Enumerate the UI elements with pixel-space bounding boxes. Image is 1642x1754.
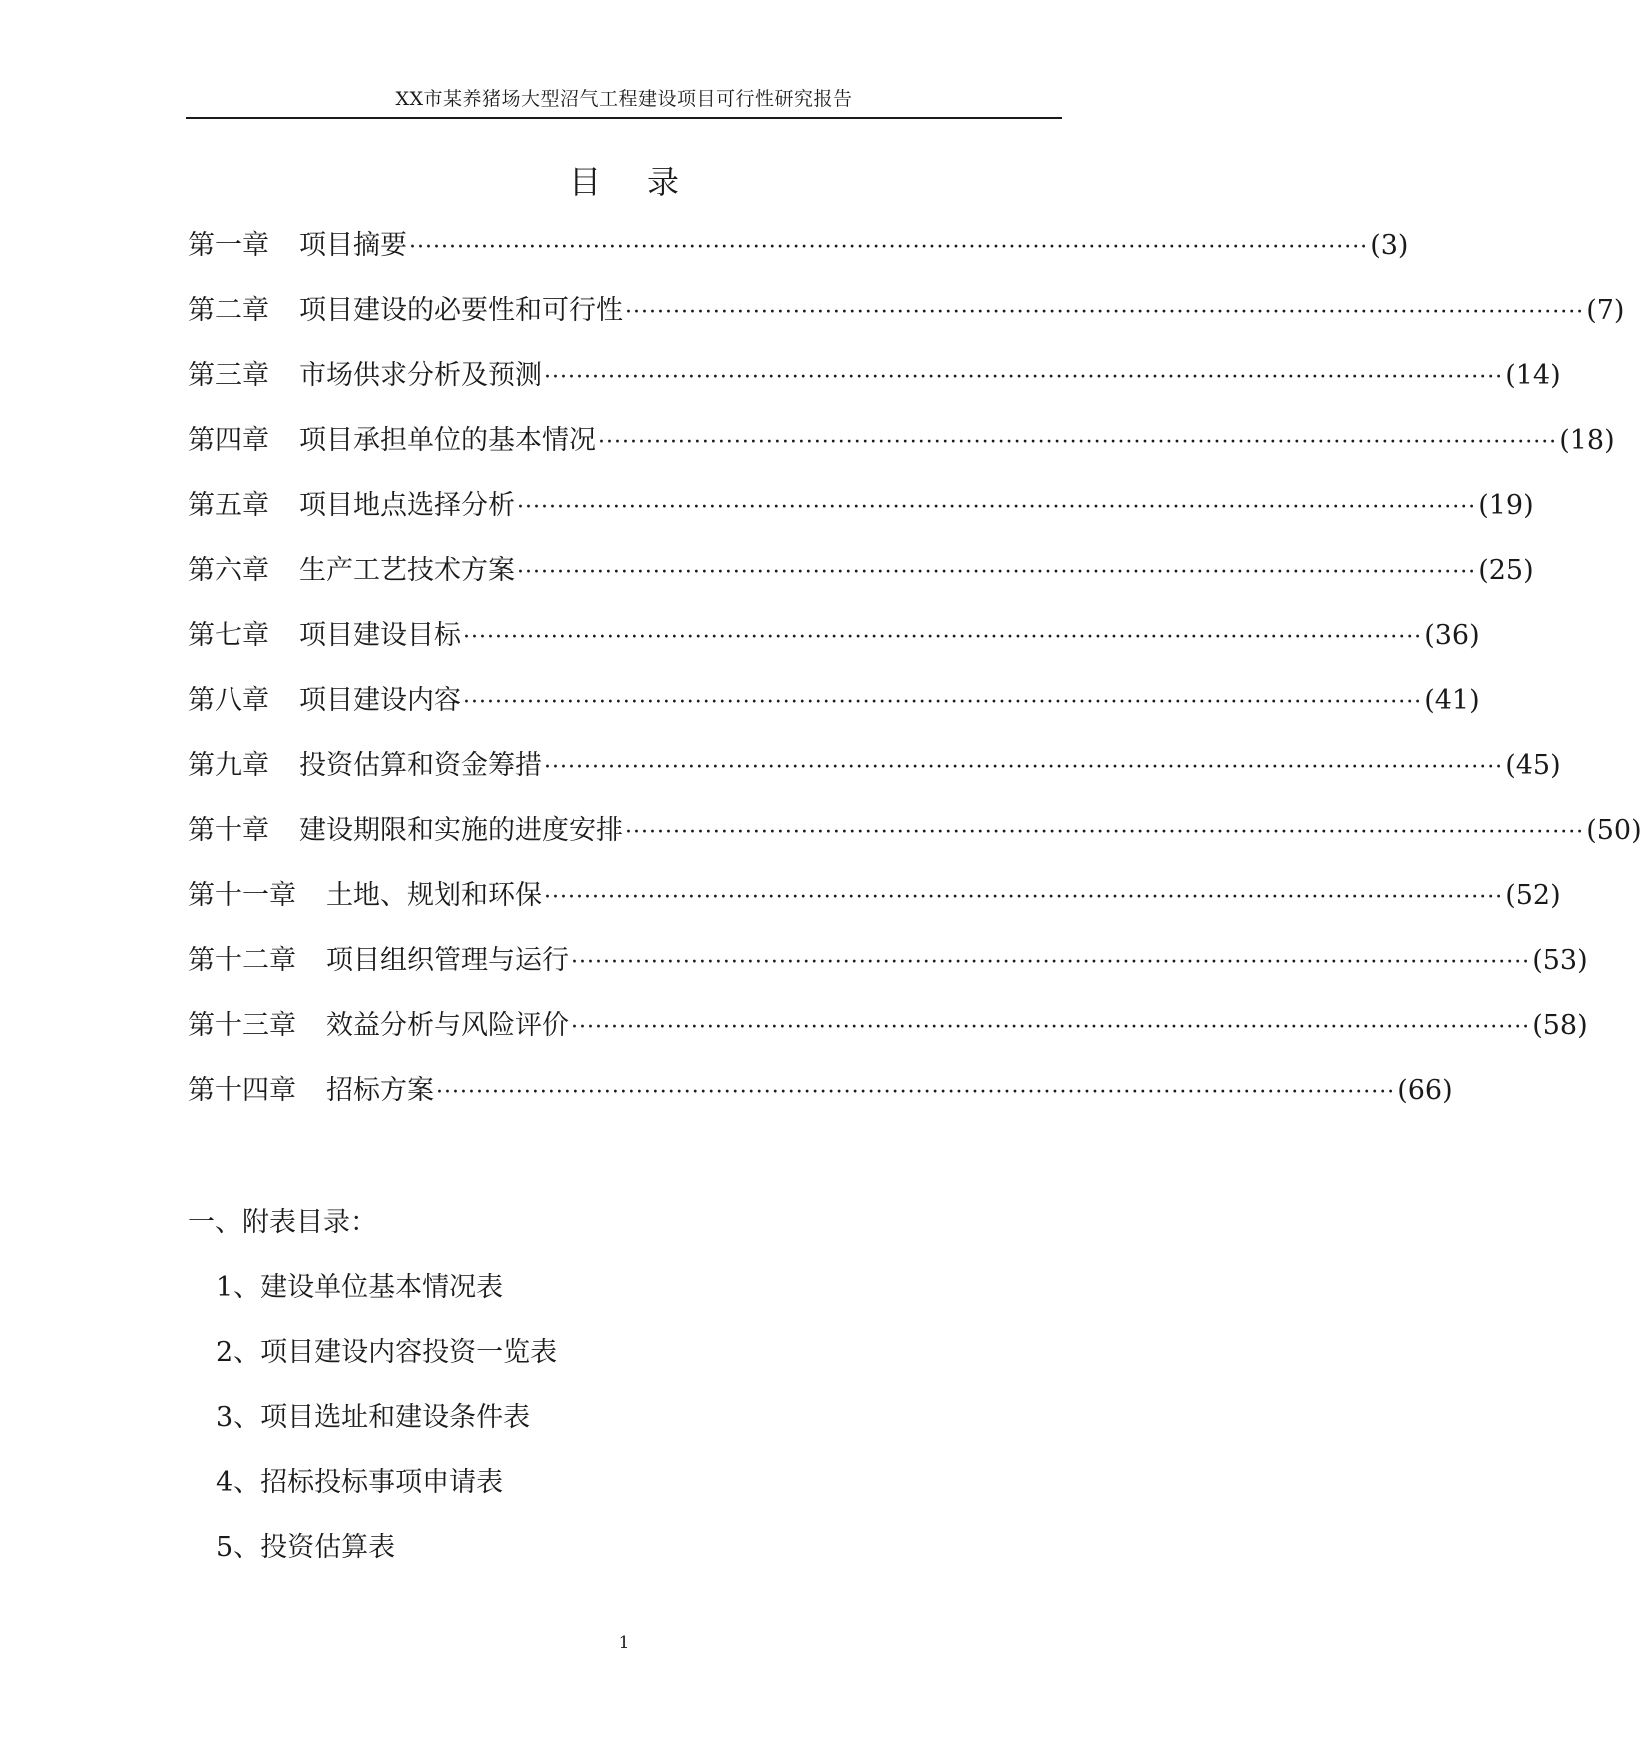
toc-leader-dots: ························································································································ <box>517 495 1477 520</box>
toc-leader-dots: ························································································································ <box>544 755 1504 780</box>
toc-entry[interactable] <box>188 421 1615 486</box>
toc-chapter-label: 第十一章 <box>188 880 296 911</box>
toc-chapter-label: 第四章 <box>188 425 269 456</box>
toc-page-number: (45) <box>1505 750 1561 781</box>
toc-entry-title: 市场供求分析及预测 <box>299 360 542 391</box>
toc-leader-dots: ························································································································ <box>625 300 1585 325</box>
toc-chapter-label: 第九章 <box>188 750 269 781</box>
toc-leader-dots: ························································································································ <box>409 235 1369 260</box>
toc-chapter-label: 第八章 <box>188 685 269 716</box>
toc-leader-dots: ························································································································ <box>463 625 1423 650</box>
toc-page-number: (3) <box>1370 230 1409 261</box>
toc-entry-title: 项目摘要 <box>299 230 407 261</box>
toc-leader-dots: ························································································································ <box>571 950 1531 975</box>
toc-entry-title: 招标方案 <box>326 1075 434 1106</box>
toc-page-number: (18) <box>1559 425 1615 456</box>
toc-page-number: (19) <box>1478 490 1534 521</box>
toc-entry-title: 效益分析与风险评价 <box>326 1010 569 1041</box>
toc-entry-title: 项目建设内容 <box>299 685 461 716</box>
toc-entry[interactable] <box>188 551 1534 616</box>
toc-entry-title: 土地、规划和环保 <box>326 880 542 911</box>
toc-entry[interactable] <box>188 681 1480 746</box>
toc-chapter-label: 第十三章 <box>188 1010 296 1041</box>
toc-entry[interactable] <box>188 941 1588 1006</box>
appendix-item[interactable]: 1、建设单位基本情况表 <box>216 1272 504 1303</box>
toc-chapter-label: 第十二章 <box>188 945 296 976</box>
toc-entry-title: 投资估算和资金筹措 <box>299 750 542 781</box>
toc-entry[interactable] <box>188 1006 1588 1071</box>
toc-chapter-label: 第六章 <box>188 555 269 586</box>
toc-chapter-label: 第十章 <box>188 815 269 846</box>
toc-chapter-label: 第十四章 <box>188 1075 296 1106</box>
page-number: 1 <box>618 1633 630 1653</box>
toc-title-first: 目 <box>568 163 601 201</box>
toc-title-second: 录 <box>647 163 680 201</box>
toc-leader-dots: ························································································································ <box>544 885 1504 910</box>
toc-leader-dots: ························································································································ <box>625 820 1585 845</box>
toc-entry-title: 项目建设目标 <box>299 620 461 651</box>
toc-entry[interactable] <box>188 616 1480 681</box>
toc-leader-dots: ························································································································ <box>598 430 1558 455</box>
appendix-item[interactable]: 2、项目建设内容投资一览表 <box>216 1337 558 1368</box>
appendix-list <box>216 1268 557 1593</box>
toc-chapter-label: 第七章 <box>188 620 269 651</box>
toc-entry[interactable] <box>188 876 1561 941</box>
toc-page-number: (7) <box>1586 295 1625 326</box>
toc-page-number: (41) <box>1424 685 1480 716</box>
toc-leader-dots: ························································································································ <box>436 1080 1396 1105</box>
toc-entry[interactable] <box>188 746 1561 811</box>
toc-chapter-label: 第二章 <box>188 295 269 326</box>
toc-page-number: (53) <box>1532 945 1588 976</box>
running-header: XX市某养猪场大型沼气工程建设项目可行性研究报告 <box>395 88 853 110</box>
toc-entry[interactable] <box>188 226 1409 291</box>
toc-entry-title: 项目建设的必要性和可行性 <box>299 295 623 326</box>
toc-page-number: (50) <box>1586 815 1642 846</box>
toc-leader-dots: ························································································································ <box>517 560 1477 585</box>
toc-page-number: (66) <box>1397 1075 1453 1106</box>
toc-leader-dots: ························································································································ <box>544 365 1504 390</box>
toc-entry-title: 项目组织管理与运行 <box>326 945 569 976</box>
toc-entry[interactable] <box>188 811 1642 876</box>
appendix-item[interactable]: 3、项目选址和建设条件表 <box>216 1402 531 1433</box>
toc-entry-title: 生产工艺技术方案 <box>299 555 515 586</box>
toc-page-number: (14) <box>1505 360 1561 391</box>
toc-page-number: (58) <box>1532 1010 1588 1041</box>
toc-entry-title: 项目承担单位的基本情况 <box>299 425 596 456</box>
appendix-item[interactable]: 5、投资估算表 <box>216 1532 396 1563</box>
toc-entry[interactable] <box>188 486 1534 551</box>
toc-entry[interactable] <box>188 291 1625 356</box>
toc-title <box>186 162 1062 202</box>
toc-entry[interactable] <box>188 1071 1453 1136</box>
appendix-item[interactable]: 4、招标投标事项申请表 <box>216 1467 504 1498</box>
header-rule <box>186 117 1062 119</box>
toc-entry-title: 建设期限和实施的进度安排 <box>299 815 623 846</box>
toc-leader-dots: ························································································································ <box>463 690 1423 715</box>
toc-page-number: (25) <box>1478 555 1534 586</box>
toc-leader-dots: ························································································································ <box>571 1015 1531 1040</box>
toc-page-number: (36) <box>1424 620 1480 651</box>
toc-entry-title: 项目地点选择分析 <box>299 490 515 521</box>
toc-chapter-label: 第三章 <box>188 360 269 391</box>
appendix-heading: 一、附表目录： <box>188 1207 377 1238</box>
toc-chapter-label: 第五章 <box>188 490 269 521</box>
toc-entry[interactable] <box>188 356 1561 421</box>
toc-list <box>188 226 1642 1136</box>
toc-chapter-label: 第一章 <box>188 230 269 261</box>
toc-page-number: (52) <box>1505 880 1561 911</box>
